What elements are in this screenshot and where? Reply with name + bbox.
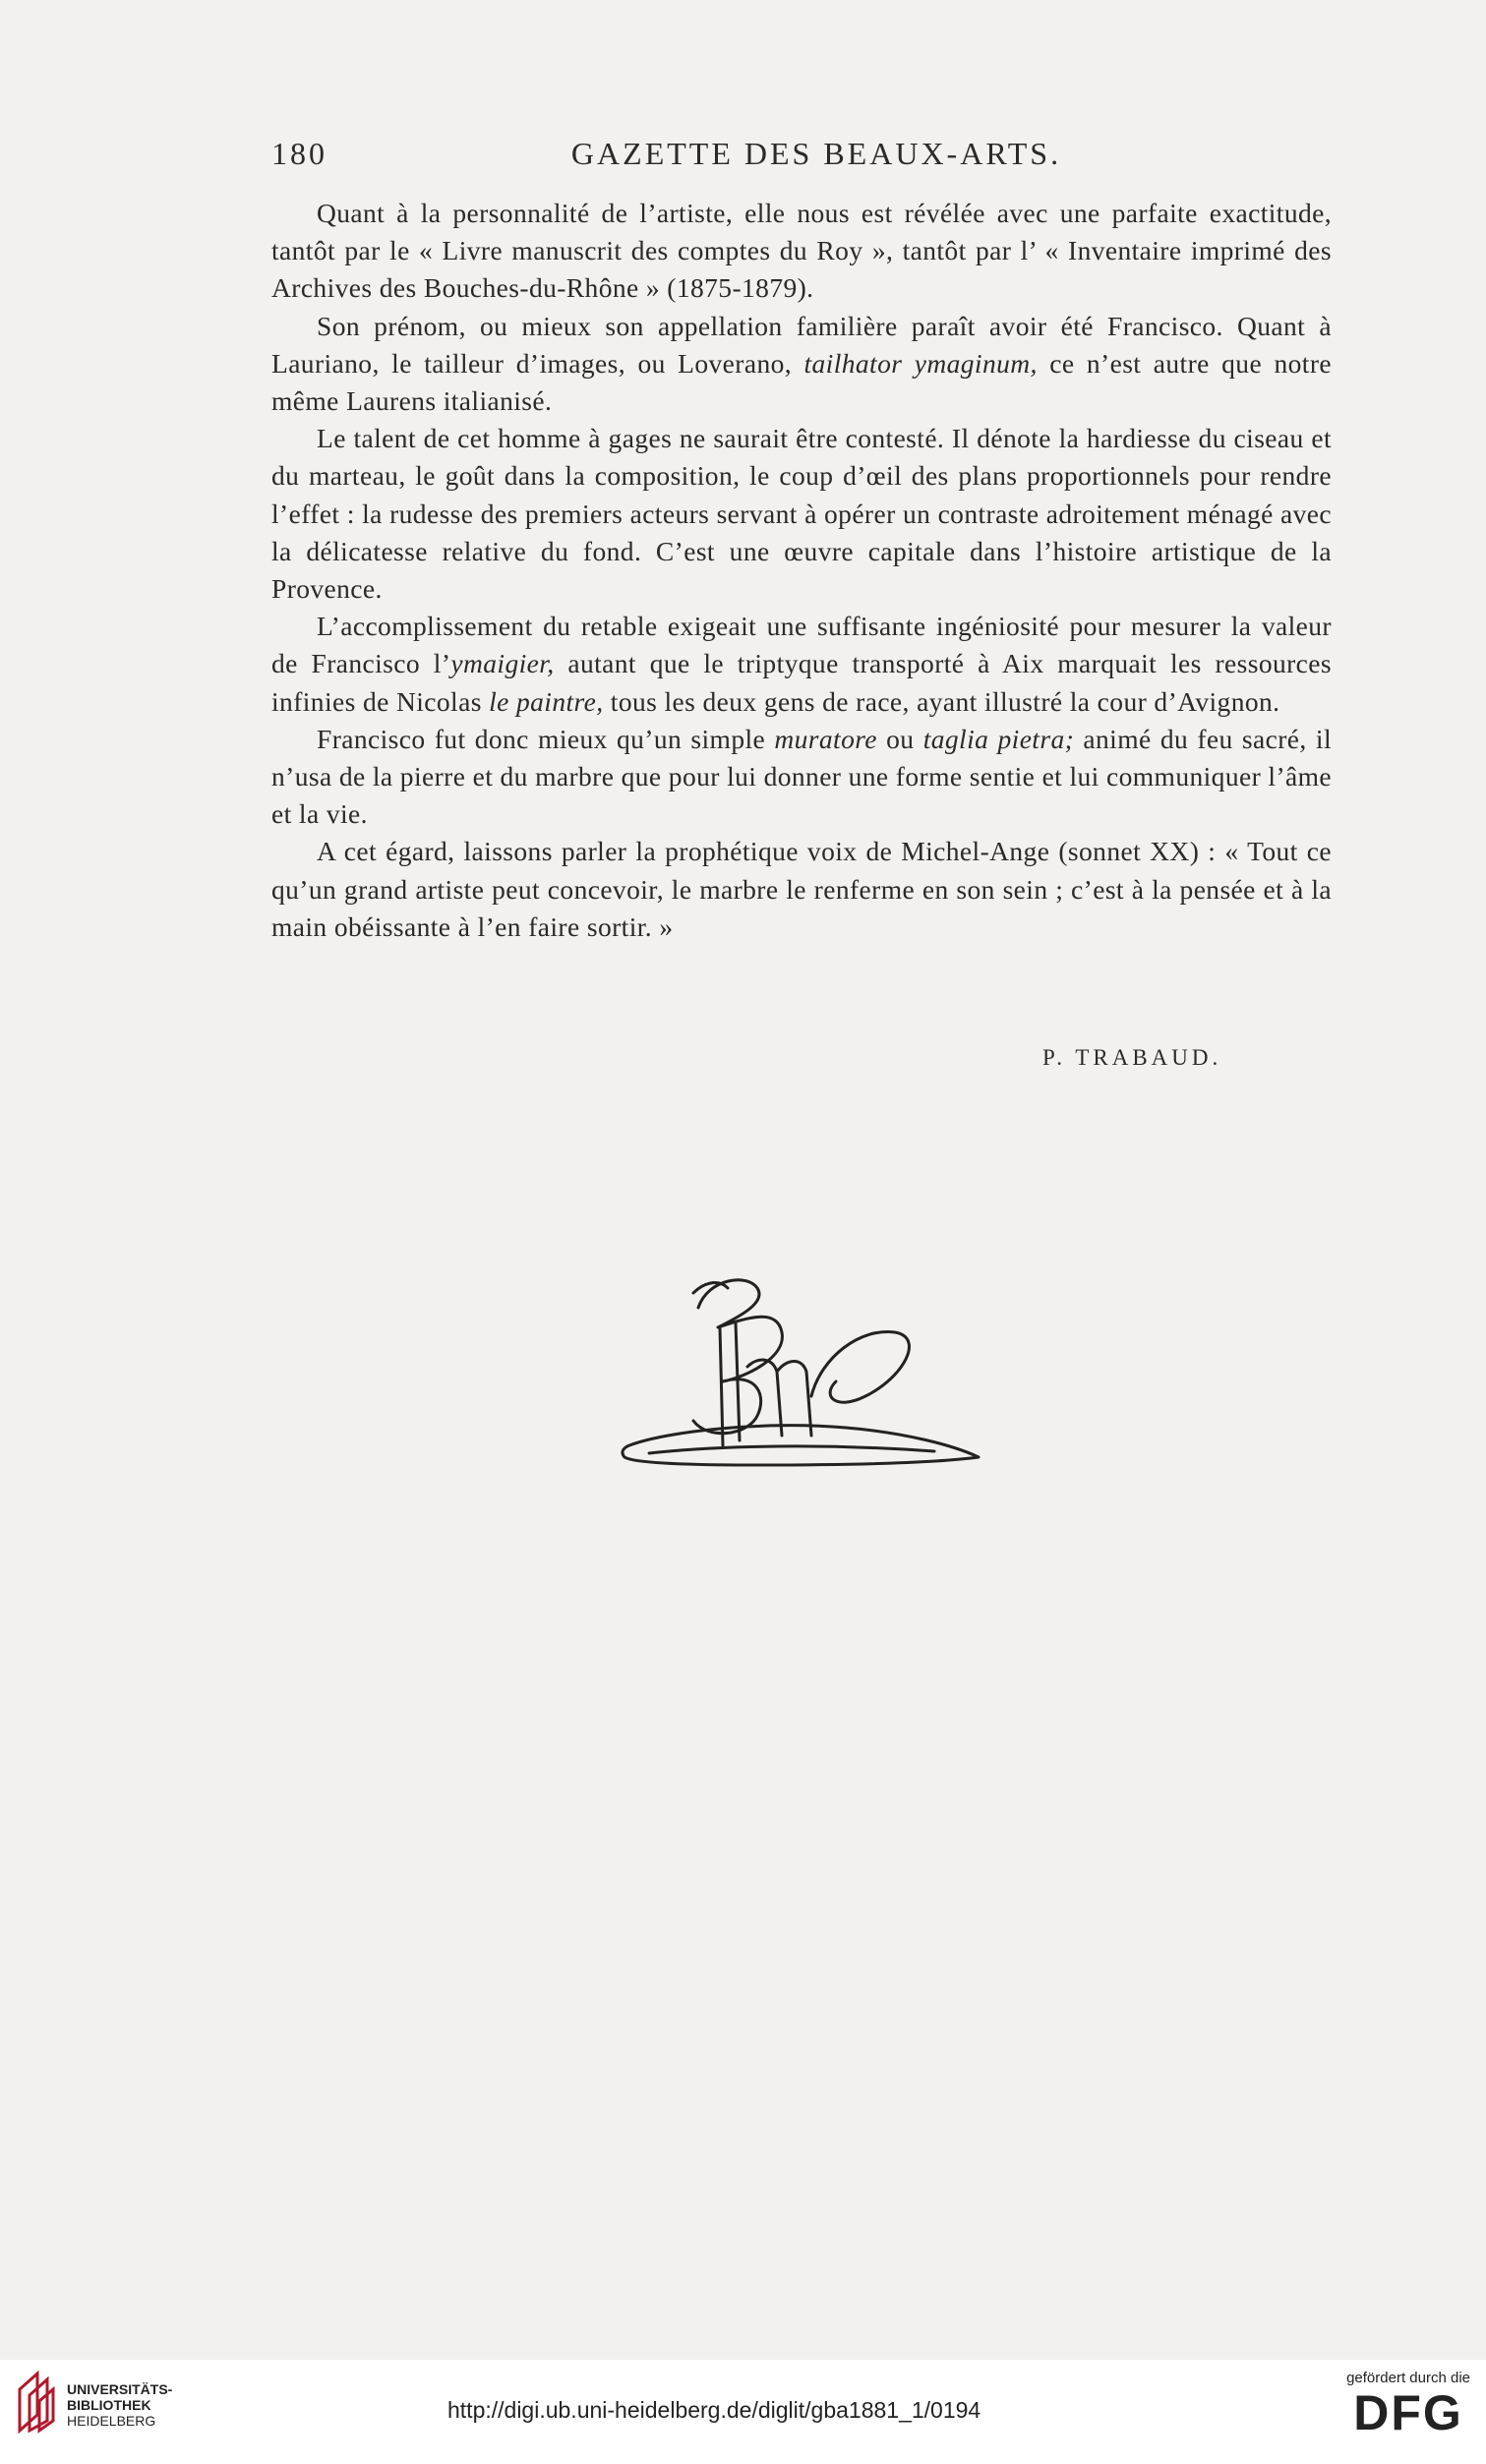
- text-run: Son prénom, ou mieux son appellation familière paraît avoir été Francisco. Quant à Lauriano, le tailleur d’images, ou Loverano,: [271, 310, 1332, 379]
- page-number: 180: [271, 136, 327, 171]
- text-run: Quant à la personnalité de l’artiste, elle nous est révélée avec une parfaite exactitude, tantôt par le « Livre manuscrit des comptes du Roy », tantôt par l’ « Inventaire imprimé des Archives des Bouches-du-Rhône » (1875-1879).: [271, 198, 1332, 304]
- library-line-3: HEIDELBERG: [67, 2413, 156, 2429]
- italic-text: tailhator ymaginum,: [803, 347, 1038, 379]
- journal-title: GAZETTE DES BEAUX-ARTS.: [570, 136, 1062, 171]
- text-run: A cet égard, laissons parler la prophétique voix de Michel-Ange (sonnet XX) : « Tout ce qu’un grand artiste peut concevoir, le marbre le renferme en son sein ; c’est à la pensée et à la main obéissante à l’en faire sortir. »: [271, 836, 1332, 942]
- text-run: autant que le triptyque transporté à Aix marquait les ressources infinies de Nicolas: [271, 648, 1332, 717]
- footer: [0, 2360, 1486, 2464]
- page-header: [271, 136, 1361, 185]
- dfg-logo: DFG: [1353, 2385, 1463, 2440]
- italic-text: le paintre,: [489, 685, 604, 717]
- library-name: [67, 2381, 172, 2429]
- library-line-2: BIBLIOTHEK: [67, 2397, 151, 2413]
- sponsor-block: [1346, 2370, 1470, 2439]
- article-paragraph: [271, 833, 1332, 946]
- text-run: L’accomplissement du retable exigeait une suffisante ingéniosité pour mesurer la valeur de Francisco l’: [271, 611, 1332, 679]
- text-run: Le talent de cet homme à gages ne saurait être contesté. Il dénote la hardiesse du ciseau et du marteau, le goût dans la composition, le coup d’œil des plans proportionnels pour rendre l’effet : la rudesse des premiers acteurs servant à opérer un contraste adroitement ménagé avec la délicatesse relative du fond. C’est une œuvre capitale dans l’histoire artistique de la Provence.: [271, 423, 1332, 605]
- text-run: ou: [876, 723, 923, 754]
- library-logo-icon: [16, 2368, 57, 2435]
- italic-text: muratore: [774, 723, 877, 754]
- article-body: [271, 195, 1332, 946]
- article-paragraph: [271, 608, 1332, 721]
- digital-copy-link[interactable]: http://digi.ub.uni-heidelberg.de/diglit/gba1881_1/0194: [447, 2397, 981, 2423]
- article-paragraph: [271, 721, 1332, 834]
- article-paragraph: [271, 308, 1332, 421]
- italic-text: taglia pietra;: [922, 723, 1075, 754]
- library-line-1: UNIVERSITÄTS-: [67, 2381, 173, 2397]
- italic-text: ymaigier,: [450, 648, 555, 679]
- text-run: animé du feu sacré, il n’usa de la pierre et du marbre que pour lui donner une forme sentie et lui communiquer l’âme et la vie.: [271, 723, 1333, 830]
- text-run: tous les deux gens de race, ayant illustré la cour d’Avignon.: [603, 685, 1280, 717]
- article-paragraph: [271, 420, 1332, 608]
- article-paragraph: [271, 195, 1332, 308]
- text-run: ce n’est autre que notre même Laurens italianisé.: [271, 347, 1332, 417]
- text-run: Francisco fut donc mieux qu’un simple: [317, 723, 775, 754]
- sponsor-label: gefördert durch die: [1346, 2370, 1470, 2386]
- author-signature: P. TRABAUD.: [1042, 1045, 1222, 1070]
- handwritten-monogram-icon: [610, 1249, 1003, 1485]
